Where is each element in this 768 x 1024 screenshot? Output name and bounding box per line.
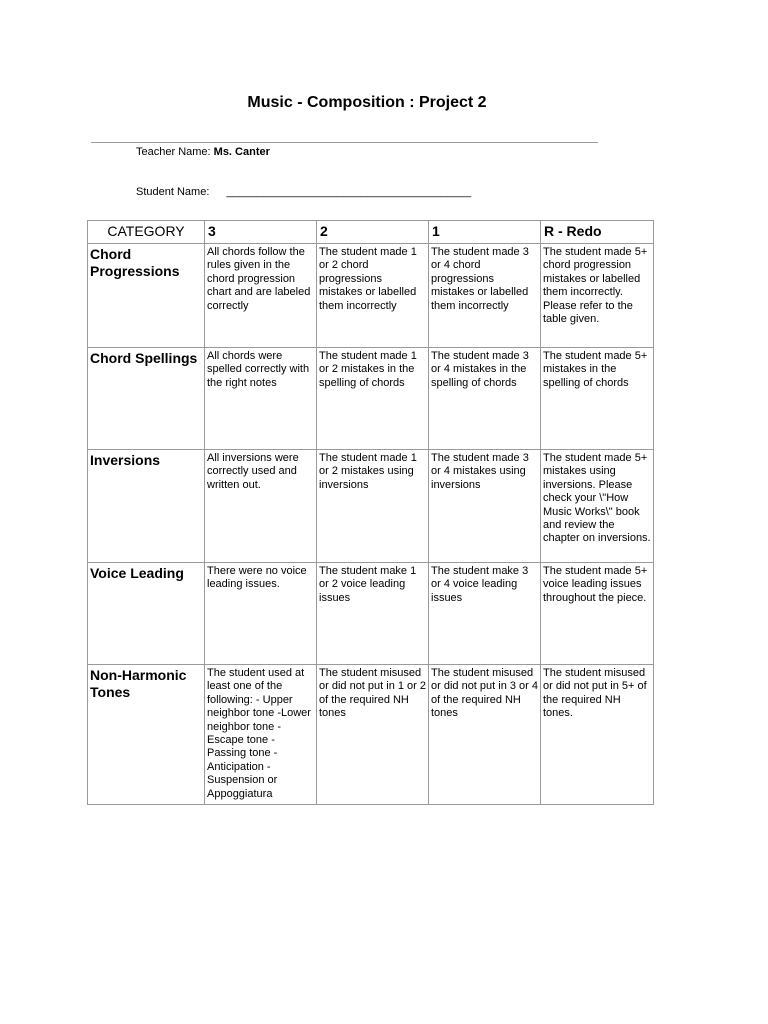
criteria-cell: The student made 1 or 2 mistakes using inversions	[317, 450, 429, 563]
criteria-cell: The student made 3 or 4 mistakes in the spelling of chords	[429, 348, 541, 450]
header-score-2: 2	[317, 221, 429, 244]
criteria-cell: The student made 5+ voice leading issues throughout the piece.	[541, 563, 654, 665]
criteria-cell: The student misused or did not put in 5+ of the required NH tones.	[541, 665, 654, 805]
criteria-cell: There were no voice leading issues.	[205, 563, 317, 665]
header-divider	[91, 142, 598, 143]
category-cell: Inversions	[88, 450, 205, 563]
criteria-cell: The student made 5+ chord progression mistakes or labelled them incorrectly. Please refer to the table given.	[541, 244, 654, 348]
table-row	[88, 563, 654, 665]
category-cell: Chord Spellings	[88, 348, 205, 450]
header-score-redo: R - Redo	[541, 221, 654, 244]
table-row	[88, 450, 654, 563]
category-cell: Chord Progressions	[88, 244, 205, 348]
criteria-cell: The student make 1 or 2 voice leading issues	[317, 563, 429, 665]
criteria-cell: The student made 1 or 2 chord progressions mistakes or labelled them incorrectly	[317, 244, 429, 348]
criteria-cell: The student misused or did not put in 3 or 4 of the required NH tones	[429, 665, 541, 805]
criteria-cell: All chords follow the rules given in the chord progression chart and are labeled correctly	[205, 244, 317, 348]
rubric-header-row	[88, 221, 654, 244]
criteria-cell: The student made 3 or 4 chord progressions mistakes or labelled them incorrectly	[429, 244, 541, 348]
rubric-table	[87, 220, 654, 805]
criteria-cell: The student made 3 or 4 mistakes using inversions	[429, 450, 541, 563]
category-cell: Voice Leading	[88, 563, 205, 665]
table-row	[88, 244, 654, 348]
teacher-line	[136, 146, 270, 158]
page-title: Music - Composition : Project 2	[247, 94, 487, 111]
header-score-1: 1	[429, 221, 541, 244]
student-line	[136, 186, 471, 198]
table-row	[88, 665, 654, 805]
criteria-cell: The student made 1 or 2 mistakes in the spelling of chords	[317, 348, 429, 450]
criteria-cell: All inversions were correctly used and written out.	[205, 450, 317, 563]
criteria-cell: The student make 3 or 4 voice leading issues	[429, 563, 541, 665]
criteria-cell: The student misused or did not put in 1 or 2 of the required NH tones	[317, 665, 429, 805]
teacher-label: Teacher Name:	[136, 146, 211, 158]
student-name-blank: ________________________________________	[226, 186, 472, 198]
teacher-name: Ms. Canter	[213, 146, 270, 158]
criteria-cell: The student made 5+ mistakes using inversions. Please check your \"How Music Works\" book and review the chapter on inversions.	[541, 450, 654, 563]
criteria-cell: The student made 5+ mistakes in the spelling of chords	[541, 348, 654, 450]
category-cell: Non-Harmonic Tones	[88, 665, 205, 805]
criteria-cell: All chords were spelled correctly with the right notes	[205, 348, 317, 450]
table-row	[88, 348, 654, 450]
student-label: Student Name:	[136, 186, 210, 198]
header-category: CATEGORY	[88, 221, 205, 244]
criteria-cell: The student used at least one of the following: - Upper neighbor tone -Lower neighbor tone - Escape tone - Passing tone - Anticipation - Suspension or Appoggiatura	[205, 665, 317, 805]
header-score-3: 3	[205, 221, 317, 244]
